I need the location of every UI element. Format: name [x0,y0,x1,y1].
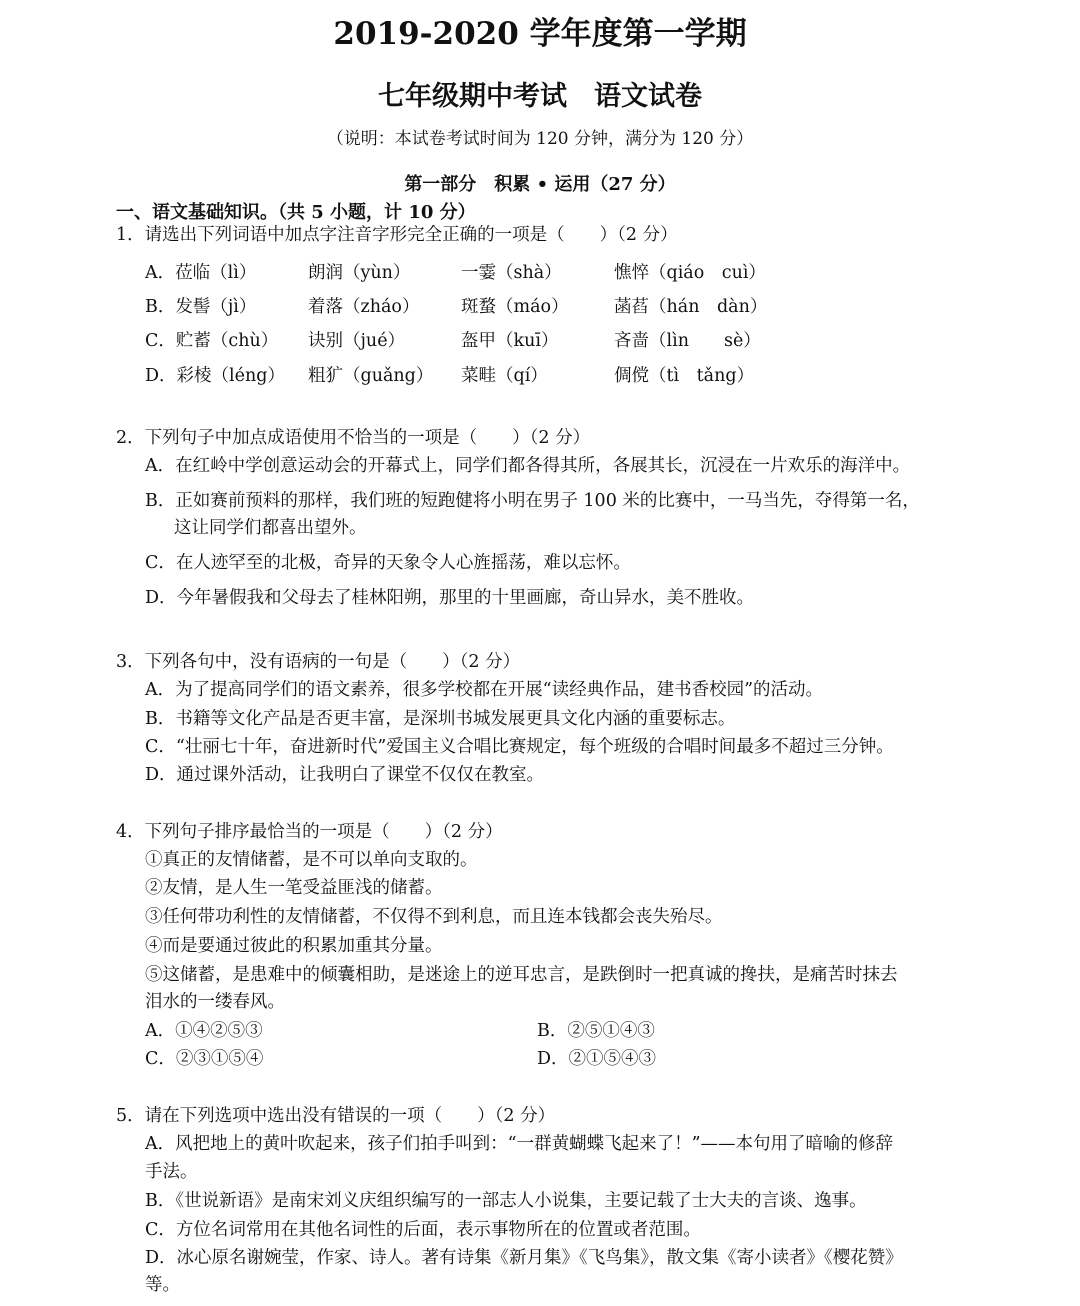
q5-stem: 5．请在下列选项中选出没有错误的一项（ ）（2 分） [116,1106,556,1126]
q5-option-d-line1: D．冰心原名谢婉莹，作家、诗人。著有诗集《新月集》《飞鸟集》，散文集《寄小读者》《樱花赞》 [145,1248,903,1268]
q4-option-c: C．②③①⑤④ [145,1049,264,1069]
part-heading: 第一部分 积累 • 运用（27 分） [404,174,676,195]
exam-note: （说明：本试卷考试时间为 120 分钟，满分为 120 分） [326,129,754,149]
q4-sentence-2: ②友情，是人生一笔受益匪浅的储蓄。 [145,878,443,898]
exam-subtitle: 七年级期中考试 语文试卷 [378,81,702,112]
q3-option-c: C．“壮丽七十年，奋进新时代”爱国主义合唱比赛规定，每个班级的合唱时间最多不超过三分钟。 [145,737,894,757]
q4-sentence-3: ③任何带功利性的友情储蓄，不仅得不到利息，而且连本钱都会丧失殆尽。 [145,907,723,927]
q1-a-word2: 朗润（yùn） [308,263,411,283]
q3-option-b: B．书籍等文化产品是否更丰富，是深圳书城发展更具文化内涵的重要标志。 [145,709,736,729]
q5-option-c: C．方位名词常用在其他名词性的后面，表示事物所在的位置或者范围。 [145,1220,701,1240]
q4-stem: 4．下列句子排序最恰当的一项是（ ）（2 分） [116,822,503,842]
q4-sentence-1: ①真正的友情储蓄，是不可以单向支取的。 [145,850,478,870]
q2-option-b-line1: B．正如赛前预料的那样，我们班的短跑健将小明在男子 100 米的比赛中，一马当先，夺得第一名， [145,491,920,511]
q4-sentence-5-line2: 泪水的一缕春风。 [145,992,285,1012]
q1-option-b [145,293,767,318]
q1-b-word2: 着落（zháo） [308,297,420,317]
q5-option-a-line2: 手法。 [145,1162,198,1182]
q1-a-word3: 一霎（shà） [461,263,562,283]
q2-option-c: C．在人迹罕至的北极，奇异的天象令人心旌摇荡，难以忘怀。 [145,553,631,573]
q1-c-word4: 吝啬（lìn sè） [614,331,761,351]
q1-d-word4: 倜傥（tì tǎng） [614,366,755,386]
q1-option-c [145,327,761,352]
q4-sentence-5-line1: ⑤这储蓄，是患难中的倾囊相助，是迷途上的逆耳忠言，是跌倒时一把真诚的搀扶，是痛苦时抹去 [145,965,898,985]
q1-c-word1: C．贮蓄（chù） [145,331,279,351]
q5-option-a-line1: A．风把地上的黄叶吹起来，孩子们拍手叫到：“一群黄蝴蝶飞起来了！”——本句用了暗喻的修辞 [145,1134,894,1154]
q3-option-a: A．为了提高同学们的语文素养，很多学校都在开展“读经典作品，建书香校园”的活动。 [145,680,824,700]
q2-option-d: D．今年暑假我和父母去了桂林阳朔，那里的十里画廊，奇山异水，美不胜收。 [145,588,755,608]
q2-stem: 2．下列句子中加点成语使用不恰当的一项是（ ）（2 分） [116,428,591,448]
q1-stem: 1．请选出下列词语中加点字注音字形完全正确的一项是（ ）（2 分） [116,225,678,245]
q3-option-d: D．通过课外活动，让我明白了课堂不仅仅在教室。 [145,765,545,785]
q1-d-word1: D．彩棱（léng） [145,366,285,386]
q4-option-b: B．②⑤①④③ [537,1021,655,1041]
q1-a-word4: 憔悴（qiáo cuì） [614,263,766,283]
exam-title: 2019-2020 学年度第一学期 [333,16,747,52]
q2-option-b-line2: 这让同学们都喜出望外。 [174,518,367,538]
q4-sentence-4: ④而是要通过彼此的积累加重其分量。 [145,936,443,956]
q3-stem: 3．下列各句中，没有语病的一句是（ ）（2 分） [116,652,521,672]
q1-a-word1: A．莅临（lì） [145,263,257,283]
q1-b-word1: B．发髻（jì） [145,297,257,317]
q4-option-a: A．①④②⑤③ [145,1021,263,1041]
q1-b-word3: 斑蝥（máo） [461,297,569,317]
q4-option-d: D．②①⑤④③ [537,1049,657,1069]
q1-d-word2: 粗犷（guǎng） [308,366,434,386]
q1-c-word2: 诀别（jué） [308,331,406,351]
q1-option-a [145,259,766,284]
section-heading: 一、语文基础知识。（共 5 小题，计 10 分） [116,202,476,223]
q5-option-d-line2: 等。 [145,1275,180,1295]
q2-option-a: A．在红岭中学创意运动会的开幕式上，同学们都各得其所，各展其长，沉浸在一片欢乐的海洋中。 [145,456,911,476]
q1-b-word4: 菡萏（hán dàn） [614,297,768,317]
q1-c-word3: 盔甲（kuī） [461,331,559,351]
q1-d-word3: 菜畦（qí） [461,366,548,386]
q1-option-d [145,362,754,387]
q5-option-b: B．《世说新语》是南宋刘义庆组织编写的一部志人小说集，主要记载了士大夫的言谈、逸事。 [145,1191,867,1211]
